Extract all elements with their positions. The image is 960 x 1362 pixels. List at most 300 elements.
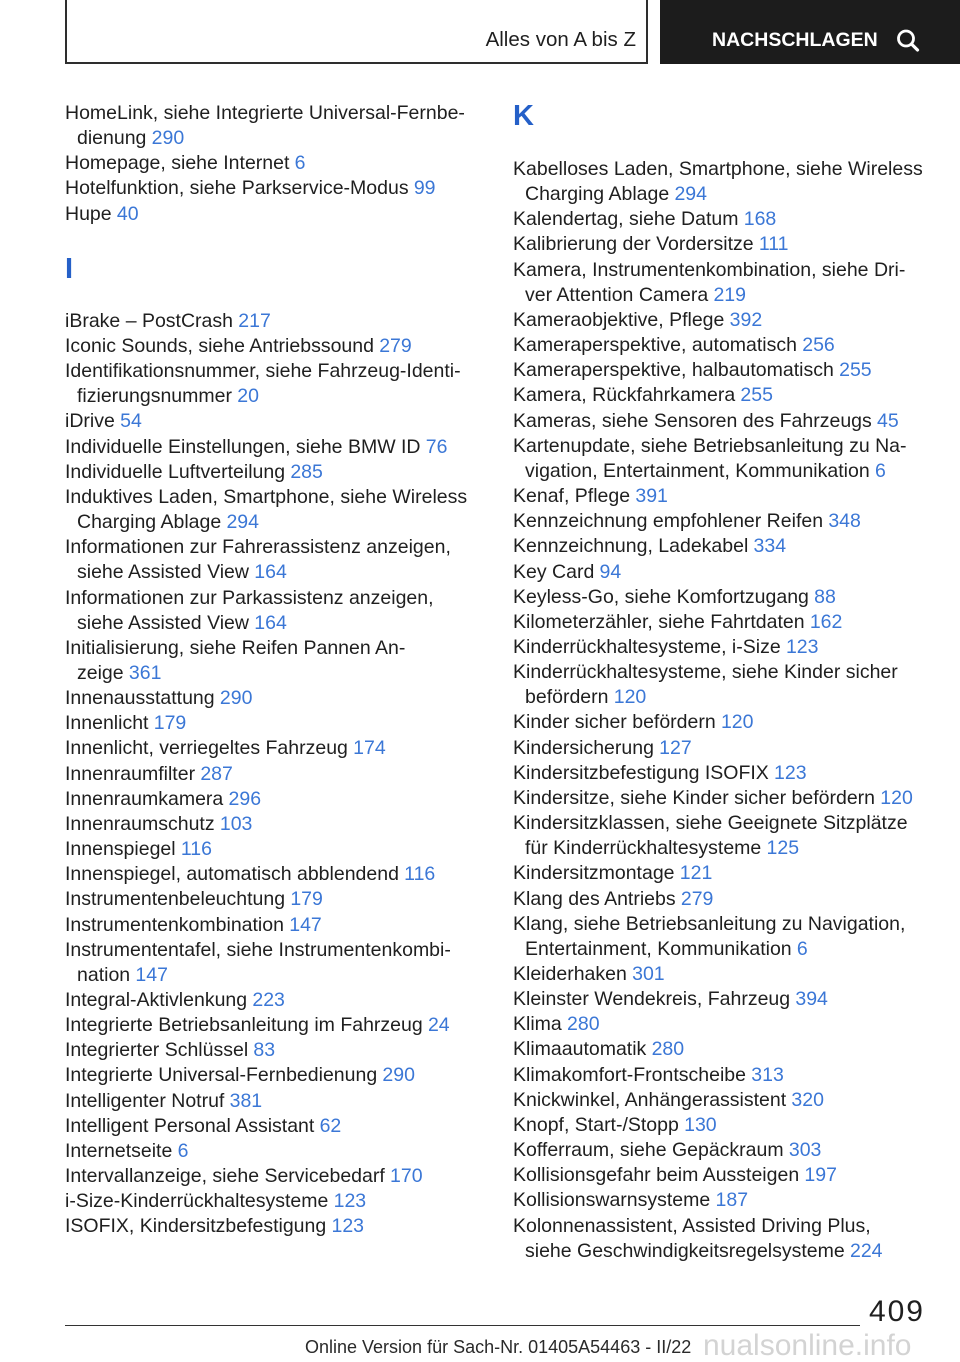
- entry-term: Kameraobjektive, Pflege: [513, 308, 725, 331]
- index-column-right: [513, 101, 943, 1264]
- page-link[interactable]: 123: [785, 635, 819, 658]
- entry-term: Kindersitzmontage: [513, 862, 675, 885]
- page-link[interactable]: 147: [289, 913, 322, 936]
- entry-term: Innenspiegel: [65, 838, 176, 861]
- entry-term: Kolonnenassistent, Assisted Driving Plus,: [513, 1214, 871, 1237]
- index-entry: [65, 586, 495, 636]
- entry-line: [513, 484, 943, 509]
- page-link[interactable]: 170: [390, 1165, 423, 1188]
- entry-term: Hupe: [65, 202, 112, 225]
- page-link[interactable]: 313: [751, 1063, 784, 1086]
- entry-line: [65, 359, 495, 384]
- entry-line: [65, 636, 495, 661]
- entry-line: [65, 913, 495, 938]
- entry-continuation-line: [65, 560, 495, 585]
- entry-line: [65, 887, 495, 912]
- entry-term: Instrumentenbeleuchtung: [65, 888, 286, 911]
- entry-term: Klimaautomatik: [513, 1038, 647, 1061]
- entry-term: Individuelle Luftverteilung: [65, 460, 286, 483]
- index-entry: [513, 258, 943, 308]
- page-link[interactable]: 179: [290, 888, 323, 911]
- entry-term: Kofferraum, siehe Gepäckraum: [513, 1139, 784, 1162]
- index-entry: [513, 1113, 943, 1138]
- entry-term: dienung: [77, 127, 147, 150]
- page-link[interactable]: 280: [651, 1038, 685, 1061]
- entry-term: Kleinster Wendekreis, Fahrzeug: [513, 988, 791, 1011]
- entry-term: Kameraperspektive, automatisch: [513, 334, 797, 357]
- entry-line: [65, 938, 495, 963]
- section-title: Alles von A bis Z: [485, 28, 636, 51]
- page-link[interactable]: 334: [753, 535, 787, 558]
- entry-continuation-line: [65, 611, 495, 636]
- entry-line: [513, 434, 943, 459]
- entry-continuation-line: [513, 459, 943, 484]
- index-entry: [513, 484, 943, 509]
- index-entry: [513, 308, 943, 333]
- entry-line: [513, 358, 943, 383]
- index-entry: [513, 207, 943, 232]
- entry-line: [513, 1088, 943, 1113]
- entry-line: [513, 987, 943, 1012]
- page-link[interactable]: 219: [713, 283, 746, 306]
- page-link[interactable]: 125: [766, 837, 800, 860]
- page-link[interactable]: 24: [427, 1014, 450, 1037]
- entry-term: Informationen zur Fahrerassistenz anzeigen,: [65, 536, 451, 559]
- page-link[interactable]: 120: [613, 686, 647, 709]
- page-link[interactable]: 45: [877, 409, 899, 432]
- entry-term: fizierungsnummer: [77, 385, 232, 408]
- index-entry: [65, 151, 495, 176]
- index-entry: [513, 962, 943, 987]
- index-entry: [65, 334, 495, 359]
- index-entry: [65, 1063, 495, 1088]
- page-link[interactable]: 280: [567, 1013, 600, 1036]
- entry-continuation-line: [513, 283, 943, 308]
- entry-term: Kalibrierung der Vordersitze: [513, 233, 754, 256]
- index-entry: [513, 383, 943, 408]
- page-link[interactable]: 116: [404, 863, 436, 886]
- entry-term: Kollisionsgefahr beim Aussteigen: [513, 1164, 800, 1187]
- page-link[interactable]: 123: [774, 761, 807, 784]
- page-link[interactable]: 162: [809, 610, 843, 633]
- page-link[interactable]: 6: [796, 937, 808, 960]
- entry-line: [65, 787, 495, 812]
- page-link[interactable]: 301: [632, 963, 665, 985]
- index-entry: [65, 1214, 495, 1239]
- index-entry: [513, 409, 943, 434]
- entry-term: Iconic Sounds, siehe Antriebssound: [65, 334, 374, 357]
- page-link[interactable]: 290: [219, 687, 253, 710]
- index-entry: [65, 988, 495, 1013]
- entry-line: [513, 1214, 943, 1239]
- entry-line: [513, 157, 943, 182]
- page-link[interactable]: 99: [413, 177, 436, 200]
- page-link[interactable]: 103: [219, 812, 253, 835]
- index-entry: [513, 1188, 943, 1213]
- index-entry: [513, 585, 943, 610]
- entry-term: Kinderrückhaltesysteme, i-Size: [513, 635, 781, 658]
- entry-term: iBrake – PostCrash: [65, 309, 233, 332]
- entry-term: ISOFIX, Kindersitzbefestigung: [65, 1215, 327, 1238]
- page-link[interactable]: 303: [788, 1139, 822, 1162]
- nachschlagen-label: NACHSCHLAGEN: [712, 29, 878, 51]
- entry-continuation-line: [65, 384, 495, 409]
- index-entry: [65, 1189, 495, 1214]
- page-link[interactable]: 187: [715, 1189, 749, 1212]
- index-entry: [513, 987, 943, 1012]
- index-entry: [513, 761, 943, 786]
- index-column-left: [65, 101, 495, 1240]
- entry-line: [65, 988, 495, 1013]
- index-entry: [513, 736, 943, 761]
- entry-term: Instrumententafel, siehe Instrumentenkombi-: [65, 938, 451, 961]
- entry-term: Kinder sicher befördern: [513, 711, 716, 734]
- entry-term: Kollisionswarnsysteme: [513, 1189, 711, 1212]
- page-link[interactable]: 381: [229, 1089, 263, 1112]
- index-entry: [65, 1164, 495, 1189]
- entry-continuation-line: [65, 126, 495, 151]
- entry-term: Kameras, siehe Sensoren des Fahrzeugs: [513, 409, 872, 432]
- index-entry: [513, 560, 943, 585]
- entry-line: [513, 610, 943, 635]
- watermark: nualsonline.info: [703, 1329, 912, 1362]
- index-entry: [65, 787, 495, 812]
- page-link[interactable]: 256: [802, 334, 835, 357]
- entry-term: Kindersitzklassen, siehe Geeignete Sitzplätze: [513, 812, 908, 835]
- entry-line: [65, 309, 495, 334]
- entry-line: [65, 435, 495, 460]
- page-link[interactable]: 54: [120, 410, 142, 433]
- entry-line: [65, 736, 495, 761]
- entry-line: [65, 1139, 495, 1164]
- index-entry: [513, 1214, 943, 1264]
- page-link[interactable]: 361: [128, 661, 162, 684]
- page-link[interactable]: 130: [684, 1113, 717, 1136]
- index-entry: [513, 811, 943, 861]
- page-link[interactable]: 279: [379, 334, 412, 357]
- index-entry: [513, 534, 943, 559]
- entry-term: Knopf, Start-/Stopp: [513, 1113, 679, 1136]
- entry-term: Kinderrückhaltesysteme, siehe Kinder sicher: [513, 661, 898, 684]
- index-entry: [65, 938, 495, 988]
- entry-term: Instrumentenkombination: [65, 913, 284, 936]
- entry-line: [513, 258, 943, 283]
- entry-line: [65, 151, 495, 176]
- entry-term: zeige: [77, 661, 124, 684]
- index-entry: [65, 862, 495, 887]
- page-link[interactable]: 179: [153, 712, 187, 735]
- page-link[interactable]: 6: [177, 1139, 189, 1162]
- entry-term: Klimakomfort-Frontscheibe: [513, 1063, 746, 1086]
- entry-line: [65, 586, 495, 611]
- index-entry: [513, 358, 943, 383]
- entry-term: Innenraumfilter: [65, 762, 196, 785]
- entry-term: Kennzeichnung empfohlener Reifen: [513, 510, 824, 533]
- entry-line: [65, 460, 495, 485]
- page-link[interactable]: 320: [791, 1088, 824, 1111]
- index-entry: [513, 1063, 943, 1088]
- entry-line: [513, 383, 943, 408]
- entry-line: [513, 635, 943, 660]
- entry-term: Kameraperspektive, halbautomatisch: [513, 359, 834, 382]
- entry-line: [65, 1214, 495, 1239]
- entry-term: iDrive: [65, 410, 115, 433]
- entry-line: [513, 585, 943, 610]
- index-entry: [65, 202, 495, 227]
- entry-line: [65, 862, 495, 887]
- index-entry: [65, 176, 495, 201]
- entry-line: [513, 232, 943, 257]
- entry-line: [65, 1063, 495, 1088]
- page-link[interactable]: 6: [294, 152, 306, 175]
- index-entry: [65, 913, 495, 938]
- page-link[interactable]: 391: [635, 485, 668, 508]
- entry-continuation-line: [513, 937, 943, 962]
- page-link[interactable]: 123: [333, 1190, 367, 1213]
- page-link[interactable]: 296: [228, 787, 262, 810]
- page-link[interactable]: 294: [674, 183, 707, 206]
- entry-line: [65, 1164, 495, 1189]
- entry-line: [513, 811, 943, 836]
- page-link[interactable]: 255: [839, 359, 872, 382]
- entry-term: Charging Ablage: [77, 511, 222, 534]
- index-entry: [65, 485, 495, 535]
- entry-line: [65, 409, 495, 434]
- entry-line: [513, 1188, 943, 1213]
- index-entry: [513, 861, 943, 886]
- entry-term: Klima: [513, 1013, 562, 1036]
- entry-term: Charging Ablage: [525, 183, 670, 206]
- entry-term: Kenaf, Pflege: [513, 485, 631, 508]
- index-entry: [513, 660, 943, 710]
- entry-continuation-line: [65, 661, 495, 686]
- entry-line: [513, 761, 943, 786]
- index-entry: [513, 1037, 943, 1062]
- entry-line: [65, 176, 495, 201]
- page-link[interactable]: 40: [116, 202, 139, 225]
- entry-term: Informationen zur Parkassistenz anzeigen,: [65, 586, 434, 609]
- entry-term: Innenlicht: [65, 712, 149, 735]
- entry-line: [65, 1038, 495, 1063]
- entry-term: Innenraumschutz: [65, 812, 215, 835]
- index-entry: [513, 912, 943, 962]
- page-link[interactable]: 88: [814, 585, 836, 608]
- page-link[interactable]: 290: [382, 1064, 415, 1087]
- entry-term: Innenspiegel, automatisch abblendend: [65, 863, 399, 886]
- entry-line: [513, 1138, 943, 1163]
- index-entry: [65, 636, 495, 686]
- entry-term: Initialisierung, siehe Reifen Pannen An-: [65, 636, 406, 659]
- entry-term: siehe Assisted View: [77, 561, 249, 584]
- entry-term: Knickwinkel, Anhängerassistent: [513, 1088, 787, 1111]
- page-link[interactable]: 217: [238, 309, 271, 332]
- page-link[interactable]: 121: [679, 862, 713, 885]
- entry-term: Intelligent Personal Assistant: [65, 1114, 315, 1137]
- index-entry: [513, 786, 943, 811]
- entry-line: [513, 1037, 943, 1062]
- page-link[interactable]: 285: [290, 460, 323, 483]
- index-entry: [65, 359, 495, 409]
- page-link[interactable]: 392: [729, 308, 763, 331]
- index-entry: [65, 535, 495, 585]
- entry-line: [513, 509, 943, 534]
- entry-term: Integral-Aktivlenkung: [65, 989, 248, 1011]
- page-link[interactable]: 174: [353, 737, 386, 760]
- entry-term: befördern: [525, 686, 609, 709]
- page-link[interactable]: 197: [804, 1164, 837, 1187]
- entry-line: [513, 1063, 943, 1088]
- index-entry: [513, 1088, 943, 1113]
- entry-line: [513, 887, 943, 912]
- entry-line: [513, 534, 943, 559]
- entry-line: [513, 660, 943, 685]
- index-entry: [65, 435, 495, 460]
- page-link[interactable]: 6: [874, 459, 886, 482]
- entry-term: Integrierter Schlüssel: [65, 1039, 249, 1062]
- entry-term: Identifikationsnummer, siehe Fahrzeug-Identi-: [65, 360, 461, 383]
- entry-line: [513, 1163, 943, 1188]
- entry-continuation-line: [513, 1239, 943, 1264]
- search-icon: [895, 27, 923, 55]
- entry-line: [65, 837, 495, 862]
- page-link[interactable]: 394: [795, 988, 828, 1011]
- page-link[interactable]: 76: [425, 435, 448, 458]
- nachschlagen-tab[interactable]: [660, 0, 960, 64]
- page-link[interactable]: 294: [226, 511, 259, 534]
- entry-line: [513, 912, 943, 937]
- page-link[interactable]: 223: [252, 989, 285, 1011]
- entry-line: [65, 485, 495, 510]
- entry-line: [513, 786, 943, 811]
- index-entry: [65, 101, 495, 151]
- entry-line: [65, 686, 495, 711]
- index-entry: [513, 157, 943, 207]
- page-link[interactable]: 116: [180, 838, 212, 861]
- letter-heading: K: [513, 100, 534, 132]
- entry-term: Kamera, Instrumentenkombination, siehe Dri-: [513, 258, 906, 281]
- entry-continuation-line: [65, 963, 495, 988]
- page-link[interactable]: 168: [743, 208, 777, 231]
- entry-term: Integrierte Universal-Fernbedienung: [65, 1064, 378, 1087]
- footer-rule: [65, 1325, 860, 1326]
- index-entry: [65, 409, 495, 434]
- page-link[interactable]: 123: [331, 1215, 365, 1238]
- index-entry: [513, 610, 943, 635]
- entry-line: [513, 333, 943, 358]
- entry-term: Internetseite: [65, 1139, 173, 1162]
- entry-line: [513, 736, 943, 761]
- index-entry: [65, 887, 495, 912]
- online-version-note: Online Version für Sach-Nr. 01405A54463 - II/22: [305, 1337, 692, 1357]
- entry-line: [513, 1113, 943, 1138]
- index-entry: [65, 1038, 495, 1063]
- page-link[interactable]: 120: [720, 711, 754, 734]
- page-link[interactable]: 255: [740, 384, 773, 407]
- page-link[interactable]: 290: [151, 127, 185, 150]
- entry-term: Induktives Laden, Smartphone, siehe Wireless: [65, 485, 468, 508]
- page-link[interactable]: 164: [254, 611, 287, 634]
- entry-line: [513, 1012, 943, 1037]
- entry-term: Keyless-Go, siehe Komfortzugang: [513, 585, 809, 608]
- page-link[interactable]: 224: [849, 1239, 883, 1262]
- entry-term: ver Attention Camera: [525, 283, 709, 306]
- entry-line: [65, 762, 495, 787]
- entry-term: Kamera, Rückfahrkamera: [513, 384, 736, 407]
- entry-term: Innenraumkamera: [65, 787, 224, 810]
- entry-line: [513, 861, 943, 886]
- entry-line: [513, 962, 943, 987]
- index-entry: [65, 711, 495, 736]
- index-entry: [65, 762, 495, 787]
- entry-line: [65, 711, 495, 736]
- entry-continuation-line: [513, 685, 943, 710]
- entry-term: Kalendertag, siehe Datum: [513, 208, 739, 231]
- page-link[interactable]: 127: [659, 736, 692, 759]
- index-entry: [65, 1139, 495, 1164]
- page-link[interactable]: 348: [828, 510, 861, 533]
- entry-term: Kindersitzbefestigung ISOFIX: [513, 761, 769, 784]
- entry-term: Kartenupdate, siehe Betriebsanleitung zu Na-: [513, 434, 907, 457]
- entry-term: Kindersicherung: [513, 736, 654, 759]
- index-entry: [513, 434, 943, 484]
- index-entry: [65, 309, 495, 334]
- entry-term: siehe Geschwindigkeitsregelsysteme: [525, 1239, 845, 1262]
- entry-term: Kabelloses Laden, Smartphone, siehe Wireless: [513, 158, 923, 180]
- page-header: [65, 0, 648, 64]
- page-link[interactable]: 20: [237, 385, 259, 408]
- page-link[interactable]: 287: [200, 762, 233, 785]
- letter-heading: I: [65, 252, 74, 285]
- page-link[interactable]: 164: [254, 561, 287, 584]
- entry-line: [65, 1189, 495, 1214]
- entry-line: [65, 334, 495, 359]
- page-link[interactable]: 147: [135, 963, 168, 986]
- entry-line: [65, 1089, 495, 1114]
- entry-term: Integrierte Betriebsanleitung im Fahrzeug: [65, 1014, 423, 1037]
- entry-line: [513, 409, 943, 434]
- entry-term: Entertainment, Kommunikation: [525, 937, 792, 960]
- entry-line: [513, 560, 943, 585]
- entry-line: [513, 308, 943, 333]
- page-link[interactable]: 62: [319, 1114, 342, 1137]
- entry-term: siehe Assisted View: [77, 611, 249, 634]
- entry-line: [65, 812, 495, 837]
- page-link[interactable]: 94: [599, 560, 622, 583]
- entry-continuation-line: [65, 510, 495, 535]
- index-entry: [65, 1114, 495, 1139]
- page-link[interactable]: 83: [253, 1039, 276, 1062]
- entry-continuation-line: [513, 836, 943, 861]
- page-link[interactable]: 120: [880, 786, 913, 809]
- index-entry: [65, 1089, 495, 1114]
- entry-term: nation: [77, 963, 131, 986]
- index-entry: [65, 837, 495, 862]
- index-entry: [65, 460, 495, 485]
- index-entry: [65, 736, 495, 761]
- page-link[interactable]: 111: [758, 233, 789, 256]
- entry-line: [65, 1114, 495, 1139]
- entry-line: [65, 101, 495, 126]
- entry-term: Klang, siehe Betriebsanleitung zu Navigation,: [513, 912, 906, 935]
- index-entry: [513, 509, 943, 534]
- index-entry: [513, 887, 943, 912]
- page-number: 409: [868, 1295, 925, 1328]
- entry-line: [65, 535, 495, 560]
- entry-term: für Kinderrückhaltesysteme: [525, 837, 762, 860]
- entry-term: Hotelfunktion, siehe Parkservice-Modus: [65, 177, 409, 200]
- index-entry: [513, 635, 943, 660]
- page-link[interactable]: 279: [680, 887, 714, 910]
